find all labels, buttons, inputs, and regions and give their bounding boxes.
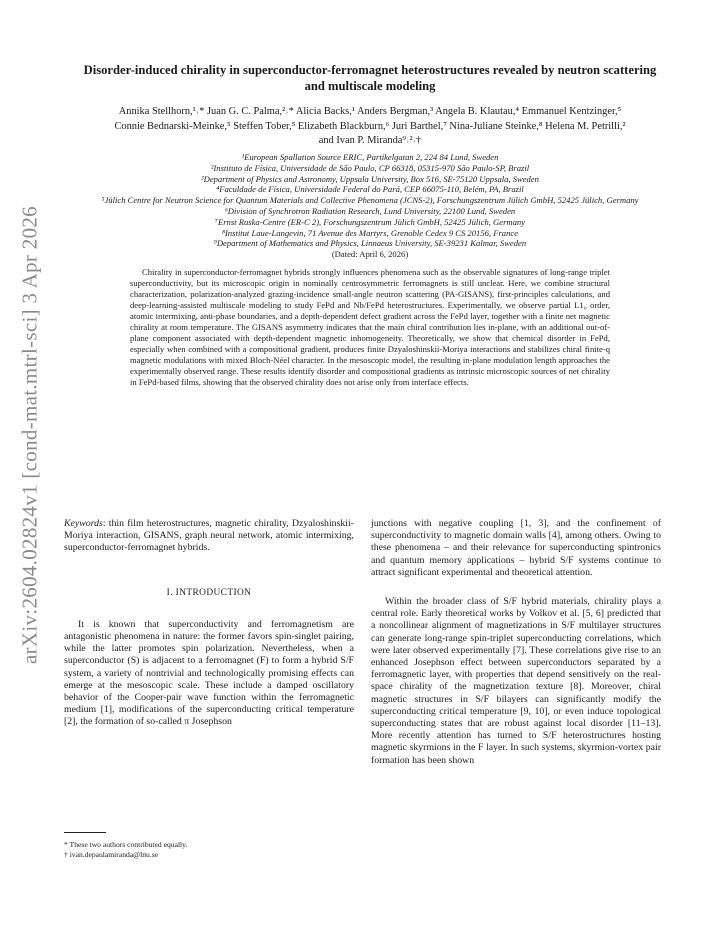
left-column (64, 518, 354, 729)
keywords-label: Keywords (64, 518, 103, 529)
affiliation: ⁸Institut Laue-Langevin, 71 Avenue des Martyrs, Grenoble Cedex 9 CS 20156, France (221, 227, 519, 238)
affiliation: ⁷Ernst Ruska-Centre (ER-C 2), Forschungszentrum Jülich GmbH, 52425 Jülich, Germany (214, 216, 526, 227)
abstract: Chirality in superconductor-ferromagnet hybrids strongly influences phenomena such as the observable signatures of long-range triplet superconductivity, but its microscopic origin in nominally centrosymmetric ferromagnets is still unclear. Here, we combine structural characterization, polarization-analyzed grazing-incidence small-angle neutron scattering (PA-GISANS), first-principles calculations, and deep-learning-assisted multiscale modeling to study FePd and Nb/FePd heterostructures. Experimentally, we observe partial L1₀ order, atomic intermixing, anti-phase boundaries, and a depth-dependent defect gradient across the FePd layer, together with a finite net magnetic chirality at room temperature. The GISANS asymmetry indicates that the main chiral contribution lies in-plane, with an additional out-of-plane component associated with depth-dependent magnetic inhomogeneity. Theoretically, we show that chemical disorder in FePd, especially when combined with a compositional gradient, produces finite Dzyaloshinskii-Moriya interactions and stabilizes chiral finite-q magnetic modulations with mixed Bloch-Néel character. In the mesoscopic model, the resulting in-plane modulation length approaches the experimentally observed range. These results identify disorder and compositional gradients as intrinsic microscopic sources of net chirality in FePd-based films, showing that the observed chirality does not arise only from interface effects. (130, 267, 610, 387)
affiliation: ⁶Division of Synchrotron Radiation Research, Lund University, 22100 Lund, Sweden (224, 205, 516, 216)
affiliation: ¹European Spallation Source ERIC, Partikelgatan 2, 224 84 Lund, Sweden (241, 152, 499, 162)
footnote-equal-contribution: * These two authors contributed equally. (64, 840, 188, 849)
right-column (371, 518, 661, 767)
footnotes (64, 840, 364, 860)
affiliation: ³Department of Physics and Astronomy, Uppsala University, Box 516, SE-75120 Uppsala, Sweden (201, 173, 539, 184)
chirality-paragraph: Within the broader class of S/F hybrid materials, chirality plays a central role. Early theoretical works by Volkov et al. [5, 6] predicted that a noncollinear alignment of magnetizations in S/F multilayer structures can generate long-range spin-triplet superconducting correlations, which were later observed experimentally [7]. These correlations give rise to an enhanced Josephson effect between superconductors separated by a ferromagnetic layer, with properties that depend sensitively on the real-space chirality of the magnetization texture [8]. Moreover, chiral magnetic structures in S/F bilayers can significantly modify the superconducting critical temperature [9, 10], or even induce topological superconducting states that are robust against local disorder [11–13]. More recently attention has turned to S/F heterostructures hosting magnetic skyrmions in the F layer. In such systems, skyrmion-vortex pair formation has been shown (371, 596, 661, 766)
footnote-email: † ivan.depaulamiranda@lnu.se (64, 850, 159, 860)
affiliations (100, 152, 640, 260)
dated-line: (Dated: April 6, 2026) (331, 249, 409, 260)
paper-title: Disorder-induced chirality in superconductor-ferromagnet heterostructures revealed by neutron scattering and multiscale modeling (83, 63, 657, 93)
affiliation: ⁵Jülich Centre for Neutron Science for Quantum Materials and Collective Phenomena (JCNS-2), Forschungszentrum Jülich GmbH, 52425 Jülich, Germany (101, 195, 639, 206)
section-heading: I. INTRODUCTION (166, 587, 252, 598)
affiliation: ⁴Faculdade de Física, Universidade Federal do Pará, CEP 66075-110, Belém, PA, Brazil (216, 184, 524, 195)
author-list: Annika Stellhorn,¹˒* Juan G. C. Palma,²˒* Alicia Backs,¹ Anders Bergman,³ Angela B. Klautau,⁴ Emmanuel Kentzinger,⁵ Connie Bednarski-Meinke,⁵ Steffen Tober,⁵ Elizabeth Blackburn,⁶ Juri Barthel,⁷ Nina-Juliane Steinke,⁸ Helena M. Petrilli,² and Ivan P. Miranda⁹˒²˒† (114, 106, 626, 146)
arxiv-identifier: arXiv:2604.02824v1 [cond-mat.mtrl-sci] 3 Apr 2026 (17, 206, 42, 664)
arxiv-side-stamp (8, 200, 52, 670)
keywords (64, 518, 354, 555)
keywords-text: : thin film heterostructures, magnetic chirality, Dzyaloshinskii-Moriya interaction, GISANS, graph neural network, atomic intermixing, superconductor-ferromagnet hybrids. (64, 518, 354, 554)
affiliation: ⁹Department of Mathematics and Physics, Linnaeus University, SE-39231 Kalmar, Sweden (213, 238, 527, 249)
footnote-rule (64, 832, 106, 833)
intro-paragraph-continued: junctions with negative coupling [1, 3], and the confinement of superconductivity to magnetic domain walls [4], among others. Owing to these phenomena – and their relevance for superconducting spintronics and quantum memory applications – hybrid S/F systems continue to attract significant experimental and theoretical attention. (371, 518, 661, 578)
affiliation: ²Instituto de Física, Universidade de São Paulo, CP 66318, 05315-970 São Paulo-SP, Brazil (210, 162, 530, 173)
intro-paragraph: It is known that superconductivity and ferromagnetism are antagonistic phenomena in nature: the former favors spin-singlet pairing, while the latter promotes spin polarization. Nevertheless, when a superconductor (S) is adjacent to a ferromagnet (F) to form a hybrid S/F system, a variety of nontrivial and technologically promising effects can emerge at the mesoscopic scale. These include a damped oscillatory behavior of the Cooper-pair wave function within the ferromagnetic medium [1], modifications of the superconducting critical temperature [2], the formation of so-called π Josephson (64, 618, 354, 728)
